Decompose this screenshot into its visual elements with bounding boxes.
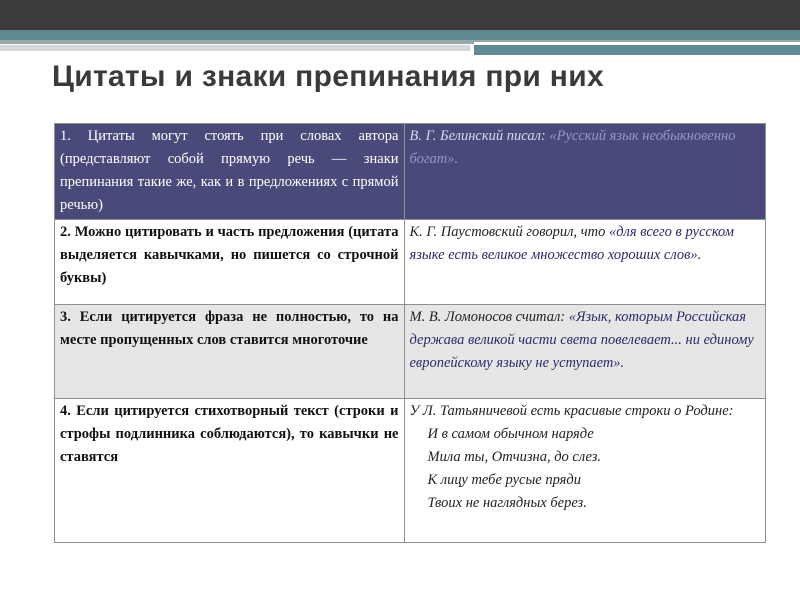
poem-block	[410, 423, 761, 515]
table-row	[55, 399, 766, 543]
header-accent-left	[0, 45, 470, 51]
example-cell	[404, 220, 766, 305]
header-accent-gap	[474, 42, 800, 44]
example-cell	[404, 124, 766, 220]
poem-line: К лицу тебе русые пряди	[427, 472, 581, 488]
slide-title: Цитаты и знаки препинания при них	[52, 60, 604, 93]
table-row	[55, 124, 766, 220]
example-quote: «Русский язык необыкновенно богат».	[409, 128, 736, 167]
rule-cell: 3. Если цитируется фраза не полностью, то на месте пропущенных слов ставится многоточие	[55, 305, 405, 399]
example-cell	[404, 399, 766, 543]
table-row	[55, 220, 766, 305]
example-intro: М. В. Ломоносов считал:	[409, 309, 569, 325]
example-quote: «для всего в русском языке есть великое множество хороших слов».	[409, 224, 735, 263]
example-intro: У Л. Татьяничевой есть красивые строки о Родине:	[409, 403, 734, 419]
rules-table	[54, 123, 766, 543]
rule-cell: 1. Цитаты могут стоять при словах автора (представляют собой прямую речь — знаки препинания такие же, как и в предложениях с прямой речью)	[55, 124, 405, 220]
example-intro: В. Г. Белинский писал:	[409, 128, 550, 144]
rule-cell: 4. Если цитируется стихотворный текст (строки и строфы подлинника соблюдаются), то кавычки не ставятся	[55, 399, 405, 543]
poem-line: Мила ты, Отчизна, до слез.	[427, 449, 602, 465]
header-accent-right	[474, 45, 800, 55]
example-quote: «Язык, которым Российская держава великой части света повелевает... ни единому европейскому языку не уступает».	[409, 309, 754, 371]
poem-line: Твоих не наглядных берез.	[427, 495, 587, 511]
header-band-teal	[0, 30, 800, 40]
example-intro: К. Г. Паустовский говорил, что	[409, 224, 609, 240]
poem-line: И в самом обычном наряде	[427, 426, 594, 442]
example-cell	[404, 305, 766, 399]
rule-cell: 2. Можно цитировать и часть предложения (цитата выделяется кавычками, но пишется со строчной буквы)	[55, 220, 405, 305]
table-row	[55, 305, 766, 399]
header-band-dark	[0, 0, 800, 30]
